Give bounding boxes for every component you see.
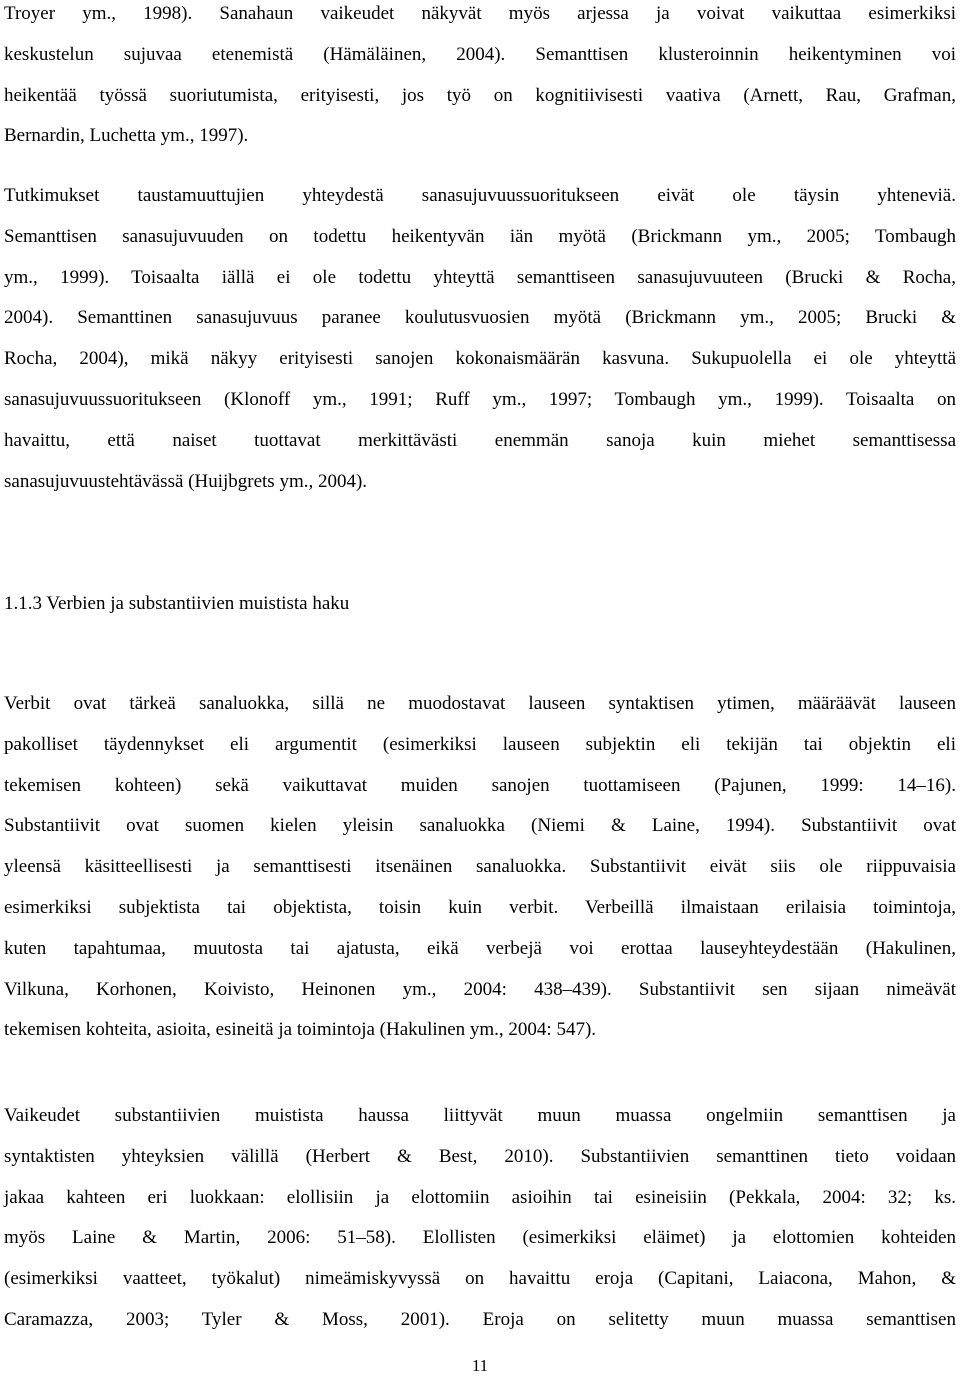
text-line: Verbit ovat tärkeä sanaluokka, sillä ne muodostavat lauseen syntaktisen ytimen, määräävät lauseen [4,693,956,714]
text-line: Tutkimukset taustamuuttujien yhteydestä sanasujuvuussuoritukseen eivät ole täysin yhteneviä. [4,185,956,206]
text-line: heikentää työssä suoriutumista, erityisesti, jos työ on kognitiivisesti vaativa (Arnett, Rau, Grafman, [4,84,956,106]
text-line: Troyer ym., 1998). Sanahaun vaikeudet näkyvät myös arjessa ja voivat vaikuttaa esimerkiksi [4,3,956,24]
text-line: kuten tapahtumaa, muutosta tai ajatusta, eikä verbejä voi erottaa lauseyhteydestään (Hakulinen, [4,937,956,959]
text-line: tekemisen kohteita, asioita, esineitä ja toimintoja (Hakulinen ym., 2004: 547). [4,1019,597,1041]
text-line: sanasujuvuustehtävässä (Huijbgrets ym., 2004). [4,470,368,492]
text-line: yleensä käsitteellisesti ja semanttisesti itsenäinen sanaluokka. Substantiivit eivät siis ole riippuvaisia [4,856,956,878]
text-line: pakolliset täydennykset eli argumentit (esimerkiksi lauseen subjektin eli tekijän tai objektin eli [4,733,956,755]
text-line: Vaikeudet substantiivien muistista haussa liittyvät muun muassa ongelmiin semanttisen ja [4,1105,956,1126]
text-line: Caramazza, 2003; Tyler & Moss, 2001). Eroja on selitetty muun muassa semanttisen [4,1308,956,1330]
text-line: ym., 1999). Toisaalta iällä ei ole todettu yhteyttä semanttiseen sanasujuvuuteen (Brucki & Rocha, [4,266,956,288]
paragraph-substantiivien-muistihaku [4,1096,956,1341]
text-line: esimerkiksi subjektista tai objektista, toisin kuin verbit. Verbeillä ilmaistaan erilaisia toimintoja, [4,896,956,918]
text-line: keskustelun sujuvaa etenemistä (Hämäläinen, 2004). Semanttisen klusteroinnin heikentyminen voi [4,43,956,65]
text-line: jakaa kahteen eri luokkaan: elollisiin ja elottomiin asioihin tai esineisiin (Pekkala, 2004: 32; ks. [4,1186,956,1208]
text-line: Substantiivit ovat suomen kielen yleisin sanaluokka (Niemi & Laine, 1994). Substantiivit ovat [4,815,956,837]
text-line: syntaktisten yhteyksien välillä (Herbert & Best, 2010). Substantiivien semanttinen tieto voidaan [4,1145,956,1167]
text-line: Bernardin, Luchetta ym., 1997). [4,125,249,147]
paragraph-verbit [4,684,956,1051]
text-line: tekemisen kohteen) sekä vaikuttavat muiden sanojen tuottamiseen (Pajunen, 1999: 14–16). [4,774,956,796]
text-line: Rocha, 2004), mikä näkyy erityisesti sanojen kokonaismäärän kasvuna. Sukupuolella ei ole yhteyttä [4,348,956,370]
text-line: havaittu, että naiset tuottavat merkittävästi enemmän sanoja kuin miehet semanttisessa [4,429,956,451]
text-line: 2004). Semanttinen sanasujuvuus paranee koulutusvuosien myötä (Brickmann ym., 2005; Brucki & [4,307,956,329]
page-number: 11 [471,1356,489,1375]
text-line: (esimerkiksi vaatteet, työkalut) nimeämiskyvyssä on havaittu eroja (Capitani, Laiacona, Mahon, & [4,1268,956,1290]
text-line: Semanttisen sanasujuvuuden on todettu heikentyvän iän myötä (Brickmann ym., 2005; Tombaugh [4,225,956,247]
text-line: Vilkuna, Korhonen, Koivisto, Heinonen ym., 2004: 438–439). Substantiivit sen sijaan nimeävät [4,978,956,1000]
section-heading: 1.1.3 Verbien ja substantiivien muistista haku [4,593,350,614]
text-line: sanasujuvuussuoritukseen (Klonoff ym., 1991; Ruff ym., 1997; Tombaugh ym., 1999). Toisaalta on [4,388,956,410]
text-line: myös Laine & Martin, 2006: 51–58). Elollisten (esimerkiksi eläimet) ja elottomien kohteiden [4,1227,956,1249]
paragraph-sanahaun-vaikeudet [4,0,956,157]
paragraph-taustamuuttujat [4,176,956,502]
